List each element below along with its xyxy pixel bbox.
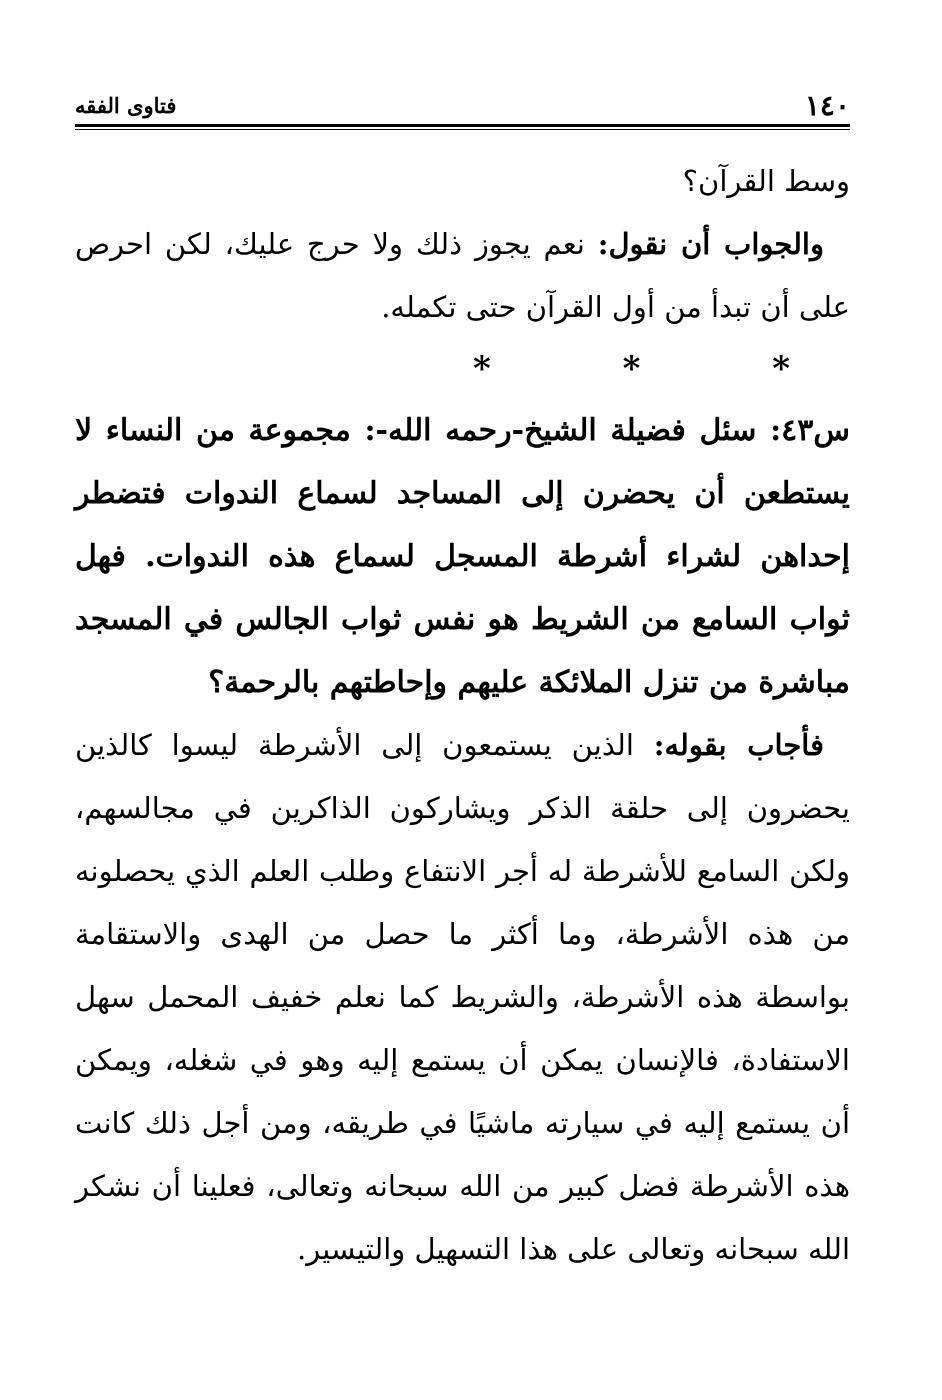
header-rule <box>75 124 850 130</box>
answer-label: فأجاب بقوله: <box>653 728 825 762</box>
answer-label: والجواب أن نقول: <box>597 227 824 261</box>
answer-paragraph-1 <box>75 213 850 339</box>
question-continuation <box>75 150 850 213</box>
answer-text: نعم يجوز ذلك ولا حرج عليك، لكن احرص على أن تبدأ من أول القرآن حتى تكمله. <box>75 227 850 324</box>
answer-paragraph-2 <box>75 714 850 1281</box>
book-title: فتاوى الفقه <box>75 93 177 118</box>
question-number: س٤٣: <box>770 413 850 448</box>
section-separator: * * * <box>472 349 850 389</box>
question-paragraph <box>75 399 850 714</box>
question-text: سئل فضيلة الشيخ-رحمه الله-: مجموعة من النساء لا يستطعن أن يحضرن إلى المساجد لسماع الندوات فتضطر إحداهن لشراء أشرطة المسجل لسماع هذه الندوات. فهل ثواب السامع من الشريط هو نفس ثواب الجالس في المسجد مباشرة من تنزل الملائكة عليهم وإحاطتهم بالرحمة؟ <box>75 413 850 700</box>
page-body <box>75 150 850 1281</box>
page-header <box>75 84 850 124</box>
page-number: ١٤٠ <box>804 89 850 122</box>
question-end-text: وسط القرآن؟ <box>682 164 850 198</box>
answer-text: الذين يستمعون إلى الأشرطة ليسوا كالذين يحضرون إلى حلقة الذكر ويشاركون الذاكرين في مجالسهم، ولكن السامع للأشرطة له أجر الانتفاع وطلب العلم الذي يحصلونه من هذه الأشرطة، وما أكثر ما حصل من الهدى والاستقامة بواسطة هذه الأشرطة، والشريط كما نعلم خفيف المحمل سهل الاستفادة، فالإنسان يمكن أن يستمع إليه وهو في شغله، ويمكن أن يستمع إليه في سيارته ماشيًا في طريقه، ومن أجل ذلك كانت هذه الأشرطة فضل كبير من الله سبحانه وتعالى، فعلينا أن نشكر الله سبحانه وتعالى على هذا التسهيل والتيسير. <box>75 728 851 1266</box>
